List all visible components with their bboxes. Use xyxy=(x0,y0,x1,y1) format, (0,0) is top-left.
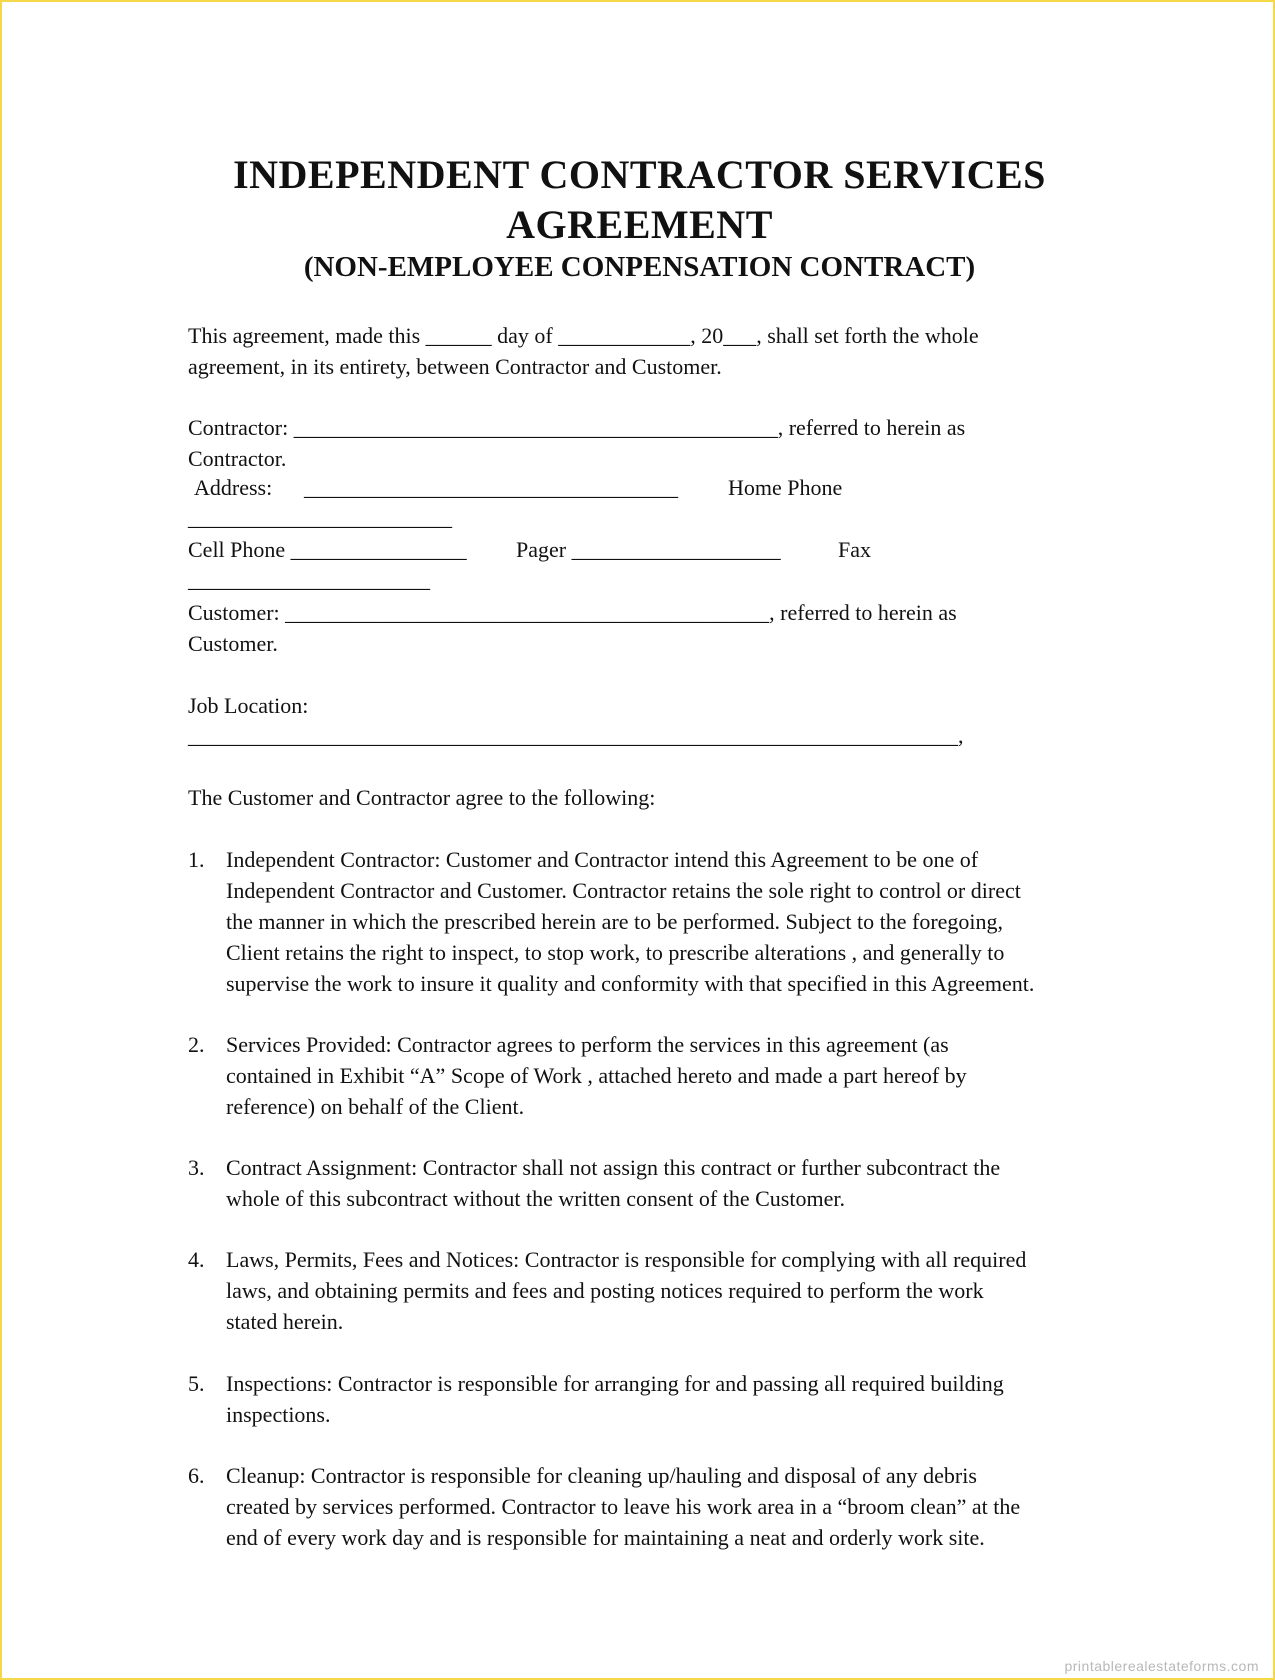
intro-line-2: agreement, in its entirety, between Contractor and Customer. xyxy=(188,354,722,379)
term-body xyxy=(226,1029,1088,1122)
term-line: end of every work day and is responsible for maintaining a neat and orderly work site. xyxy=(226,1525,985,1550)
watermark: printablerealestateforms.com xyxy=(1064,1658,1259,1674)
term-item xyxy=(188,1244,1088,1337)
fax-label: Fax xyxy=(838,537,871,562)
term-line: Inspections: Contractor is responsible for arranging for and passing all required building xyxy=(226,1371,1004,1396)
term-number: 1. xyxy=(188,847,205,872)
term-line: contained in Exhibit “A” Scope of Work , attached hereto and made a part hereof by xyxy=(226,1063,967,1088)
term-line: reference) on behalf of the Client. xyxy=(226,1094,525,1119)
document-title xyxy=(2,150,1275,250)
term-body xyxy=(226,844,1088,999)
term-line: the manner in which the prescribed herein are to be performed. Subject to the foregoing, xyxy=(226,909,1004,934)
faint-mark xyxy=(12,1630,15,1640)
term-line: supervise the work to insure it quality and conformity with that specified in this Agreement. xyxy=(226,971,1035,996)
document-subtitle: (NON-EMPLOYEE CONPENSATION CONTRACT) xyxy=(303,251,976,283)
term-line: Services Provided: Contractor agrees to perform the services in this agreement (as xyxy=(226,1032,949,1057)
term-body xyxy=(226,1244,1088,1337)
term-item xyxy=(188,1368,1088,1430)
term-line: laws, and obtaining permits and fees and posting notices required to perform the work xyxy=(226,1278,984,1303)
term-number: 4. xyxy=(188,1247,205,1272)
term-number: 5. xyxy=(188,1371,205,1396)
term-body xyxy=(226,1152,1088,1214)
address-label: Address: xyxy=(194,475,273,500)
term-number: 3. xyxy=(188,1155,205,1180)
term-line: created by services performed. Contractor to leave his work area in a “broom clean” at the xyxy=(226,1494,1021,1519)
term-number: 2. xyxy=(188,1032,205,1057)
customer-continuation: Customer. xyxy=(188,631,278,656)
term-line: Laws, Permits, Fees and Notices: Contractor is responsible for complying with all required xyxy=(226,1247,1027,1272)
cell-phone-field[interactable]: Cell Phone ________________ xyxy=(188,537,467,562)
term-line: Independent Contractor and Customer. Contractor retains the sole right to control or direct xyxy=(226,878,1021,903)
job-location-label: Job Location: xyxy=(188,693,309,718)
term-item xyxy=(188,1029,1088,1122)
term-line: Contract Assignment: Contractor shall not assign this contract or further subcontract the xyxy=(226,1155,1001,1180)
address-field[interactable]: __________________________________ xyxy=(304,475,678,500)
term-body xyxy=(226,1368,1088,1430)
term-line: Cleanup: Contractor is responsible for cleaning up/hauling and disposal of any debris xyxy=(226,1463,977,1488)
term-body xyxy=(226,1460,1088,1553)
agree-statement: The Customer and Contractor agree to the following: xyxy=(188,785,656,810)
fax-field[interactable]: ______________________ xyxy=(188,567,430,592)
home-phone-field[interactable]: ________________________ xyxy=(188,505,452,530)
term-line: whole of this subcontract without the written consent of the Customer. xyxy=(226,1186,845,1211)
term-line: stated herein. xyxy=(226,1309,344,1334)
term-item xyxy=(188,1460,1088,1553)
term-line: Client retains the right to inspect, to stop work, to prescribe alterations , and generally to xyxy=(226,940,1005,965)
title-line-1: INDEPENDENT CONTRACTOR SERVICES xyxy=(233,152,1046,197)
pager-field[interactable]: Pager ___________________ xyxy=(516,537,781,562)
intro-line-1: This agreement, made this ______ day of ____________, 20___, shall set forth the whole xyxy=(188,323,979,348)
term-line: Independent Contractor: Customer and Contractor intend this Agreement to be one of xyxy=(226,847,979,872)
contractor-field[interactable]: Contractor: ____________________________________________, referred to herein as xyxy=(188,415,966,440)
term-line: inspections. xyxy=(226,1402,331,1427)
term-number: 6. xyxy=(188,1463,205,1488)
title-line-2: AGREEMENT xyxy=(506,202,773,247)
term-item xyxy=(188,1152,1088,1214)
contractor-continuation: Contractor. xyxy=(188,446,287,471)
job-location-field[interactable]: ______________________________________________________________________, xyxy=(188,723,964,748)
customer-field[interactable]: Customer: ____________________________________________, referred to herein as xyxy=(188,600,957,625)
home-phone-label: Home Phone xyxy=(728,475,843,500)
term-item xyxy=(188,844,1088,999)
